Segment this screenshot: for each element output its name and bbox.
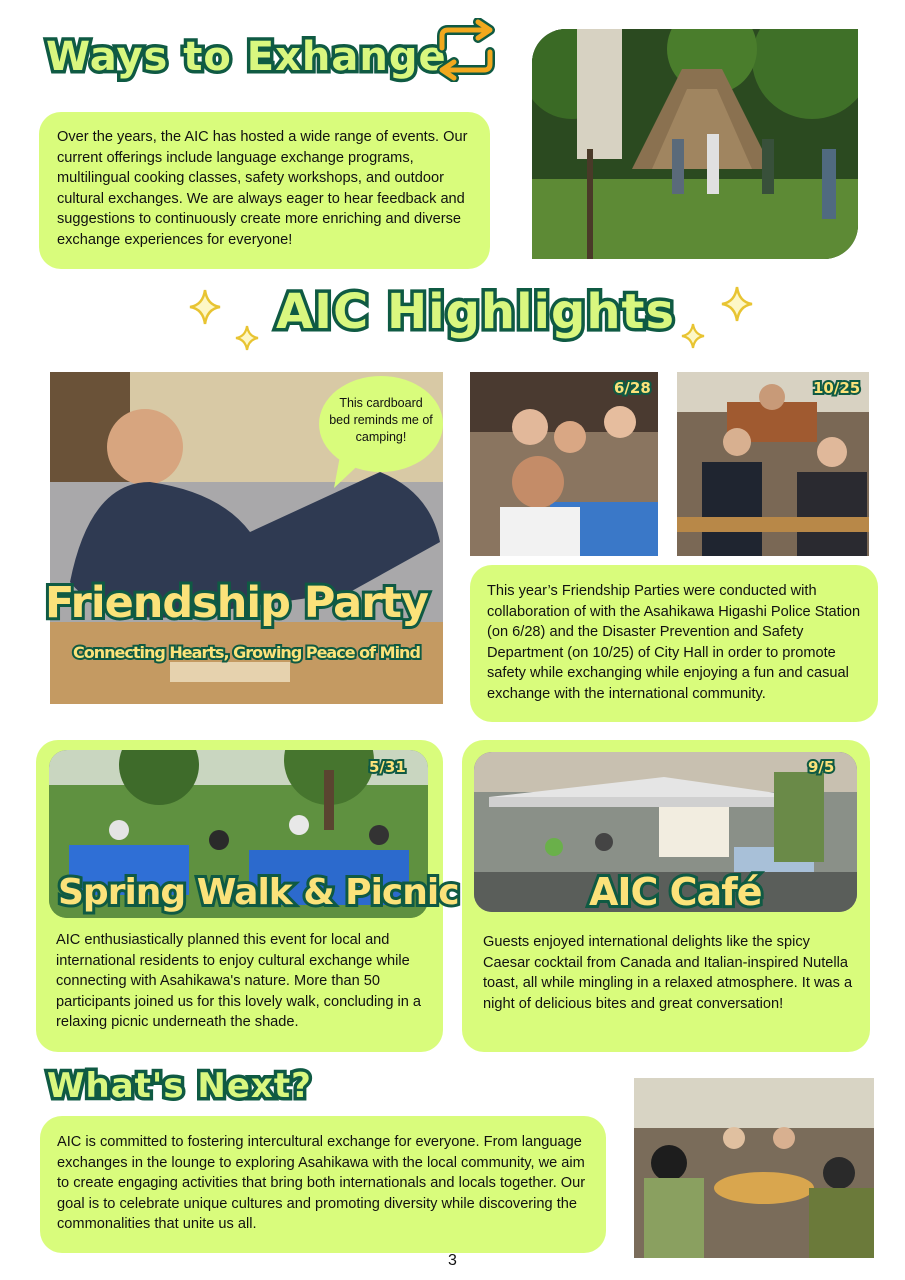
sparkle-icon [234, 324, 260, 352]
spring-title: Spring Walk & Picnic [58, 872, 459, 913]
next-photo [634, 1078, 874, 1258]
cafe-body: Guests enjoyed international delights like the spicy Caesar cocktail from Canada and Italian-inspired Nutella toast, all while mingling in a relaxed atmosphere. It was a night of delicious bites and great conversation! [483, 934, 853, 1012]
ways-body: Over the years, the AIC has hosted a wide range of events. Our current offerings include language exchange programs, multilingual cooking classes, safety workshops, and outdoor cultural exchanges. We are always eager to hear feedback and suggestions to continuously create more enriching and diverse exchange experiences for everyone! [57, 129, 468, 248]
sparkle-icon [188, 288, 222, 326]
sparkle-icon [720, 285, 754, 323]
lounge-graphic [634, 1078, 874, 1258]
date-badge-5-31: 5/31 [369, 758, 406, 776]
friendship-title: Friendship Party [45, 578, 428, 628]
next-body: AIC is committed to fostering intercultural exchange for everyone. From language exchanges in the lounge to exploring Asahikawa with the local community, we aim to create engaging activities that bring both internationals and locals together. Our goal is to celebrate unique cultures and promoting diversity while discovering the commonalities that unite us all. [57, 1134, 586, 1232]
next-textbox [40, 1116, 606, 1253]
date-badge-10-25: 10/25 [813, 379, 861, 397]
speech-bubble-text: This cardboard bed reminds me of camping! [329, 396, 433, 444]
highlights-title: AIC Highlights [276, 284, 676, 340]
date-badge-6-28: 6/28 [614, 379, 651, 397]
next-title: What's Next? [47, 1066, 312, 1106]
selfie-group-graphic [470, 372, 658, 556]
friendship-body: This year’s Friendship Parties were conducted with collaboration of with the Asahikawa Higashi Police Station (on 6/28) and the Disaster Prevention and Safety Department (on 10/25) of City Hall in order to promote safety while exchanging while enjoying a fun and casual exchange with the international community. [487, 583, 861, 702]
exchange-arrows-icon [432, 18, 500, 82]
spring-text-region [56, 930, 426, 1033]
spring-body: AIC enthusiastically planned this event for local and international residents to enjoy cultural exchange while connecting with Asahikawa's nature. More than 50 participants joined us for this lovely walk, concluding in a relaxing picnic underneath the shade. [56, 932, 422, 1030]
speech-bubble-tail [332, 456, 372, 490]
ways-title: Ways to Exhange [46, 34, 447, 80]
ways-photo [532, 29, 858, 259]
cafe-title: AIC Café [589, 870, 762, 914]
friendship-subtitle: Connecting Hearts, Growing Peace of Mind [73, 643, 420, 662]
cafe-text-region [483, 932, 858, 1014]
ways-textbox [39, 112, 490, 269]
friendship-photo-10-25 [677, 372, 869, 556]
hut-scene-graphic [532, 29, 858, 259]
page-number: 3 [448, 1252, 457, 1269]
friendship-photo-6-28 [470, 372, 658, 556]
sparkle-icon [680, 322, 706, 350]
workshop-graphic [677, 372, 869, 556]
friendship-textbox [470, 565, 878, 722]
date-badge-9-5: 9/5 [808, 758, 835, 776]
